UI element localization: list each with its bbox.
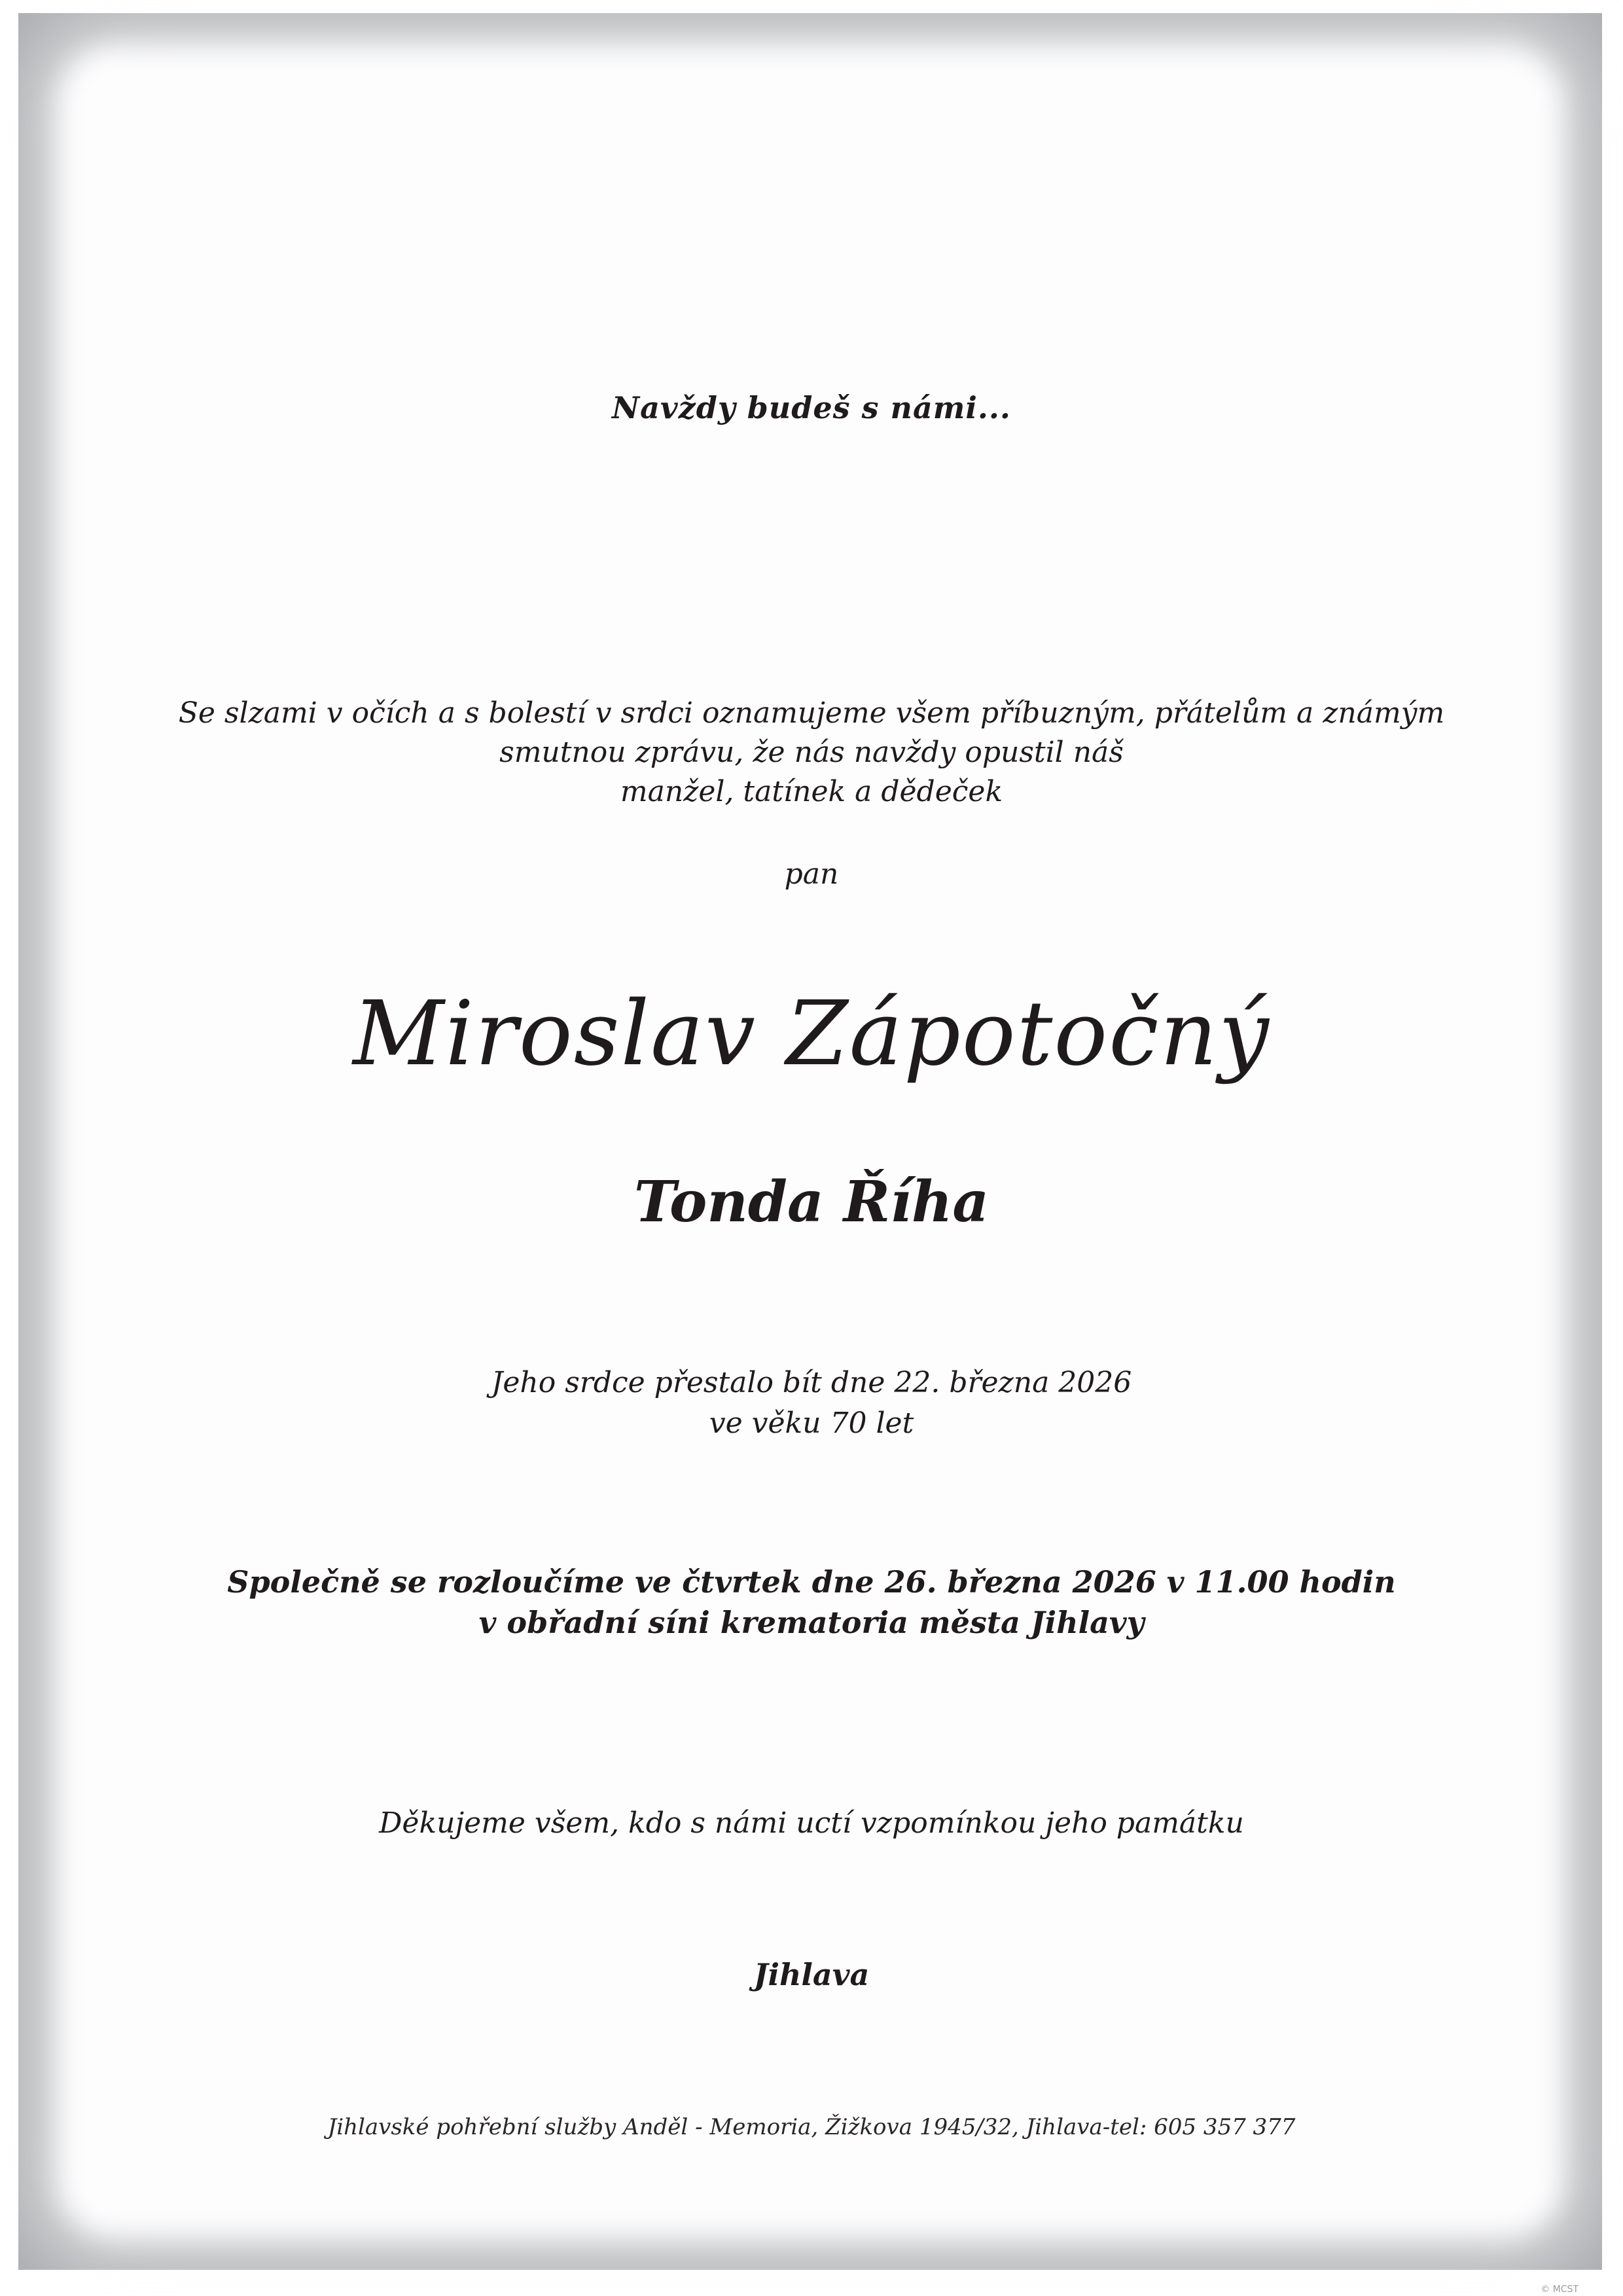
funeral-service-footer: Jihlavské pohřební služby Anděl - Memoria, Žižkova 1945/32, Jihlava-tel: 605 357 377 — [327, 2114, 1296, 2140]
deceased-name: Miroslav Zápotočný — [353, 982, 1270, 1086]
announcement-line-1: Se slzami v očích a s bolestí v srdci oznamujeme všem příbuzným, přátelům a známým — [178, 696, 1445, 730]
nickname: Tonda Říha — [633, 1169, 990, 1235]
grey-mourning-frame — [18, 13, 1602, 2270]
ceremony-line-2: v obřadní síni krematoria města Jihlavy — [478, 1605, 1145, 1640]
announcement-line-2: smutnou zprávu, že nás navždy opustil náš — [499, 736, 1124, 769]
death-notice-line-2: ve věku 70 let — [709, 1407, 914, 1440]
title-word: pan — [784, 857, 839, 891]
death-notice — [0, 1363, 1623, 1444]
place-signature: Jihlava — [753, 1957, 870, 1992]
announcement — [0, 694, 1623, 812]
death-notice-line-1: Jeho srdce přestalo bít dne 22. března 2026 — [491, 1366, 1132, 1399]
motto: Navždy budeš s námi... — [612, 390, 1011, 425]
announcement-line-3: manžel, tatínek a dědeček — [620, 775, 1003, 808]
thanks-note: Děkujeme všem, kdo s námi uctí vzpomínkou jeho památku — [379, 1806, 1244, 1840]
ceremony-line-1: Společně se rozloučíme ve čtvrtek dne 26. března 2026 v 11.00 hodin — [227, 1564, 1396, 1600]
copyright-mark: © MCST — [1541, 2284, 1578, 2295]
ceremony-info — [0, 1562, 1623, 1643]
